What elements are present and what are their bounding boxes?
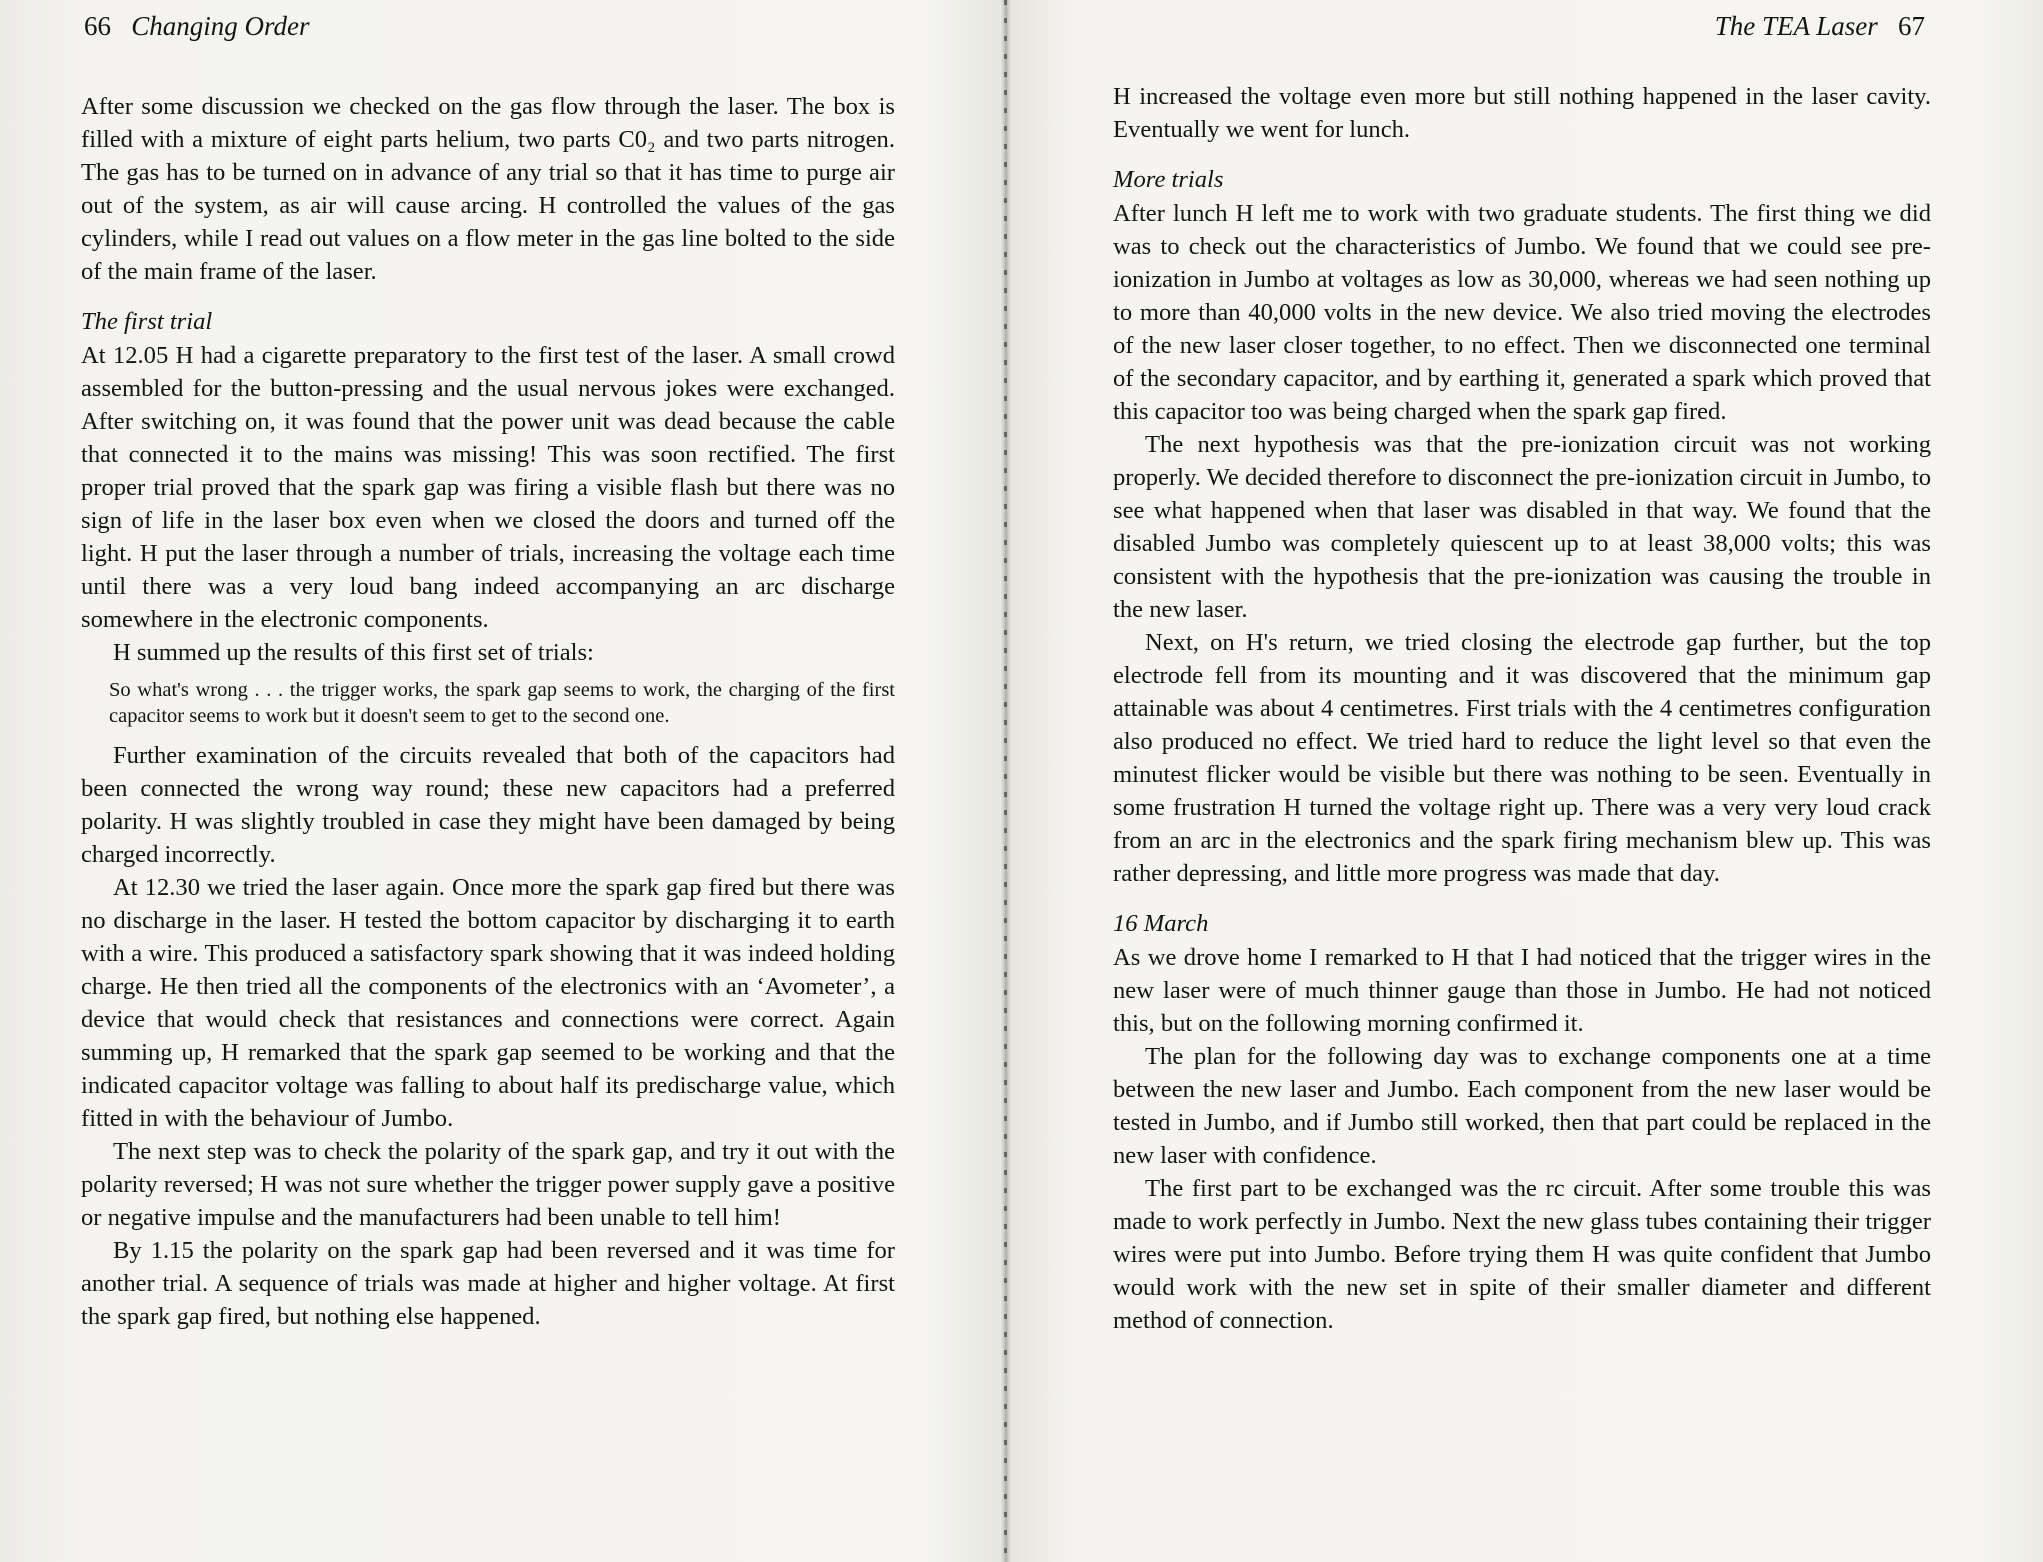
left-paragraph: By 1.15 the polarity on the spark gap had been reversed and it was time for another trial. A sequence of trials was made at higher and higher voltage. At first the spark gap fired, but nothing else happened.	[81, 1237, 895, 1330]
right-paragraph: Next, on H's return, we tried closing the electrode gap further, but the top electrode fell from its mounting and it was discovered that the minimum gap attainable was about 4 centimetres. First trials with the 4 centimetres configuration also produced no effect. We tried hard to reduce the light level so that even the minutest flicker would be visible but there was nothing to be seen. Eventually in some frustration H turned the voltage right up. There was a very very loud crack from an arc in the electronics and the spark firing mechanism blew up. This was rather depressing, and little more progress was made that day.	[1113, 629, 1931, 887]
right-paragraph: The plan for the following day was to exchange components one at a time between the new laser and Jumbo. Each component from the new laser would be tested in Jumbo, and if Jumbo still worked, then that part could be replaced in the new laser with confidence.	[1113, 1043, 1931, 1169]
right-paragraph: After lunch H left me to work with two graduate students. The first thing we did was to check out the characteristics of Jumbo. We found that we could see pre-ionization in Jumbo at voltages as low as 30,000, whereas we had seen nothing up to more than 40,000 volts in the new device. We also tried moving the electrodes of the new laser closer together, to no effect. Then we disconnected one terminal of the secondary capacitor, and by earthing it, generated a spark which proved that this capacitor too was being charged when the spark gap fired.	[1113, 200, 1931, 425]
right-text-block	[1113, 80, 1931, 1337]
left-block-quote: So what's wrong . . . the trigger works, the spark gap seems to work, the charging of the first capacitor seems to work but it doesn't seem to get to the second one.	[109, 679, 895, 727]
right-paragraph: The next hypothesis was that the pre-ionization circuit was not working properly. We decided therefore to disconnect the pre-ionization circuit in Jumbo, to see what happened when that laser was disabled in that way. We found that the disabled Jumbo was completely quiescent up to at least 38,000 volts; this was consistent with the hypothesis that the pre-ionization was causing the trouble in the new laser.	[1113, 431, 1931, 623]
right-page-number: 67	[1898, 11, 1925, 41]
right-paragraph: The first part to be exchanged was the rc circuit. After some trouble this was made to work perfectly in Jumbo. Next the new glass tubes containing their trigger wires were put into Jumbo. Before trying them H was quite confident that Jumbo would work with the new set in spite of their smaller diameter and different method of connection.	[1113, 1175, 1931, 1334]
left-page	[0, 0, 1006, 1562]
right-paragraph: As we drove home I remarked to H that I had noticed that the trigger wires in the new laser were of much thinner gauge than those in Jumbo. He had not noticed this, but on the following morning confirmed it.	[1113, 944, 1931, 1037]
left-paragraph: After some discussion we checked on the gas flow through the laser. The box is filled with a mixture of eight parts helium, two parts C0₂ and two parts nitrogen. The gas has to be turned on in advance of any trial so that it has time to purge air out of the system, as air will cause arcing. H controlled the values of the gas cylinders, while I read out values on a flow meter in the gas line bolted to the side of the main frame of the laser.	[81, 93, 895, 285]
left-page-number: 66	[84, 11, 111, 41]
right-section-heading: More trials	[1113, 166, 1224, 193]
left-text-block	[81, 90, 895, 1333]
left-paragraph: At 12.30 we tried the laser again. Once more the spark gap fired but there was no discharge in the laser. H tested the bottom capacitor by discharging it to earth with a wire. This produced a satisfactory spark showing that it was indeed holding charge. He then tried all the components of the electronics with an ‘Avometer’, a device that would check that resistances and connections were correct. Again summing up, H remarked that the spark gap seemed to be working and that the indicated capacitor voltage was falling to about half its predischarge value, which fitted in with the behaviour of Jumbo.	[81, 874, 895, 1132]
right-running-title: The TEA Laser	[1714, 11, 1878, 41]
left-running-title: Changing Order	[131, 11, 310, 41]
left-section-heading: The first trial	[81, 308, 213, 335]
right-paragraph: H increased the voltage even more but still nothing happened in the laser cavity. Eventually we went for lunch.	[1113, 83, 1931, 143]
left-running-head	[84, 8, 310, 44]
left-paragraph: The next step was to check the polarity of the spark gap, and try it out with the polarity reversed; H was not sure whether the trigger power supply gave a positive or negative impulse and the manufacturers had been unable to tell him!	[81, 1138, 895, 1231]
left-paragraph: H summed up the results of this first set of trials:	[113, 639, 594, 666]
left-paragraph: At 12.05 H had a cigarette preparatory to the first test of the laser. A small crowd assembled for the button-pressing and the usual nervous jokes were exchanged. After switching on, it was found that the power unit was dead because the cable that connected it to the mains was missing! This was soon rectified. The first proper trial proved that the spark gap was firing a visible flash but there was no sign of life in the laser box even when we closed the doors and turned off the light. H put the laser through a number of trials, increasing the voltage each time until there was a very loud bang indeed accompanying an arc discharge somewhere in the electronic components.	[81, 342, 895, 633]
left-paragraph: Further examination of the circuits revealed that both of the capacitors had been connected the wrong way round; these new capacitors had a preferred polarity. H was slightly troubled in case they might have been damaged by being charged incorrectly.	[81, 742, 895, 868]
right-running-head	[1715, 8, 1925, 44]
gutter-binding-holes	[1004, 0, 1007, 1562]
right-section-heading: 16 March	[1113, 910, 1209, 937]
